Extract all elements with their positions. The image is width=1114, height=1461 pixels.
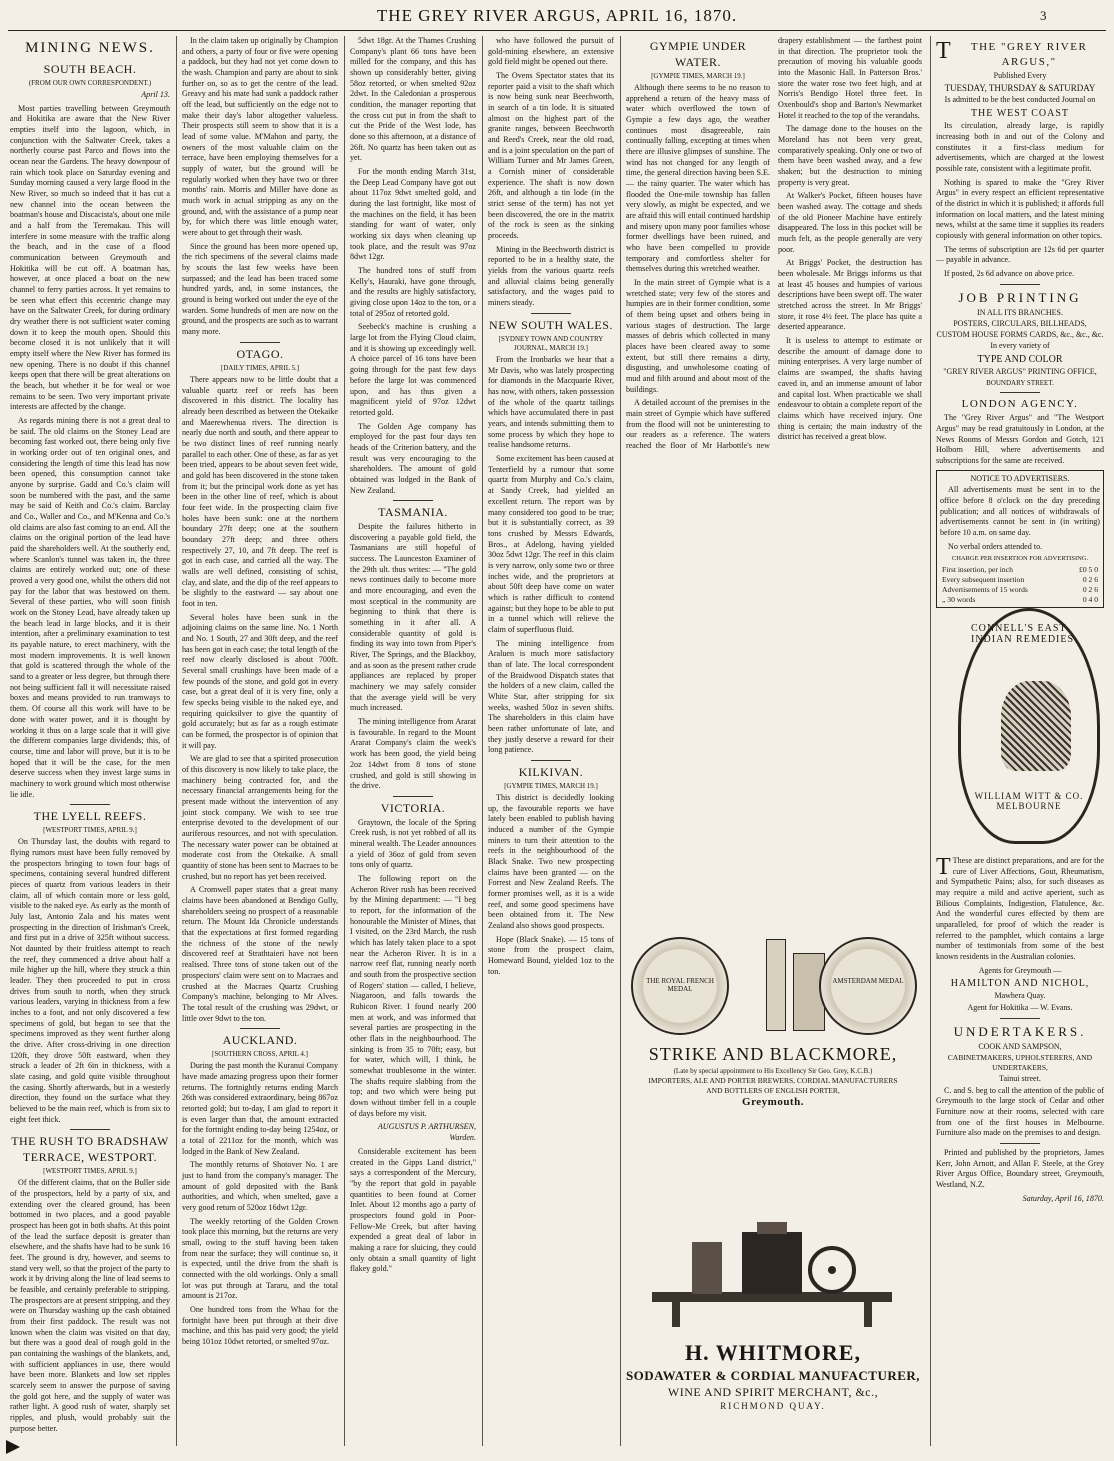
ad-title: H. WHITMORE, [684, 1340, 861, 1365]
paragraph: Although there seems to be no reason to apprehend a return of the heavy mass of water which overflowed the town of Gympie a few days ago, the weather continues most disagreeable, rain continually falling, excepting at times when there are illusive glimpses of sunshine. The wind has not changed for any length of time, the general direction having been S.E. — the rainy quarter. The water which has flooded the One-mile township has fallen very slowly, as might be expected, and we are afraid this will entail continued hardship and misery upon many poor families whose former dwellings have been ruined, and who have been compelled to provide temporary and comfortless shelter for themselves during this wretched weather. [626, 82, 770, 274]
paragraph: C. and S. beg to call the attention of the public of Greymouth to the large stock of Cedar and other Furniture now at their rooms, selected with care from one of the first houses in Melbourne. Furniture also made on the premises to and design. [936, 1085, 1104, 1138]
column-3 [350, 36, 476, 1446]
ad-line: Published Every [993, 71, 1047, 81]
paragraph: The mining intelligence from Araluen is much more satisfactory than of late. The local correspondent of the Braidwood Dispatch states that the holders of a new claim, called the White Star, after stripping for six weeks, washed 50oz in seven shifts. The shareholders in this claim have been rather unfortunate of late, and they justly deserve a reward for their long patience. [488, 638, 614, 755]
paragraph: This district is decidedly looking up, the favourable reports we have lately been enabled to publish having induced a number of the Gympie miners to turn their attention to the reefs in the neighbourhood of the Black Snake. Two new prospecting claims have been granted — on the Forrest and New Zealand Reefs. The former promises well, as it is a wide reef, and some good specimens have been obtained from it. The New Zealand also shows good prospects. [488, 793, 614, 931]
paragraph: Some excitement has been caused at Tenterfield by a rumour that some quartz from Murphy and Co.'s claim, at Sandy Creek, had yielded an excellent return. The report was by many considered too good to be true; but it is substantially correct, as 39 tons crushed by Messrs Edwards, Bros., at Adelong, having yielded 30oz 5dwt 12gr. The reef in this claim is very narrow, only some two or three inches wide, and the proprietors at about 50ft deep have come on water which is rather difficult to contend against; but they hope to be able to put in a tunnel which will relieve the claim of superfluous fluid. [488, 454, 614, 634]
ad-line: TUESDAY, THURSDAY & SATURDAY [944, 82, 1096, 93]
argus-title-text: THE "GREY RIVER ARGUS," [970, 41, 1088, 68]
column-1 [10, 36, 170, 1446]
paragraph: The "Grey River Argus" and "The Westport Argus" may be read gratuitously in London, at the News Rooms of Messrs Gordon and Gotch, 121 Holborn Hill, where advertisements and subscriptions for the same are received. [936, 413, 1104, 466]
rate-label: Advertisements of 15 words [942, 584, 1028, 594]
divider [1000, 1143, 1040, 1144]
paragraph: During the past month the Kuranui Company have made amazing progress upon their former returns. The fortnightly returns ending March 26th was considered extraordinary, being 867oz retorted gold; but to-day, I am glad to report it is even larger than that, the amount extracted for the fortnight ending to-day being 1254oz, or a total of 2211oz for the month, which was lodged in the Bank of New Zealand. [182, 1061, 338, 1156]
divider [240, 1028, 280, 1029]
ad-line: Agents for Greymouth — [978, 965, 1062, 975]
medal-left [631, 937, 729, 1035]
article-source: [WESTPORT TIMES, APRIL 9.] [43, 826, 137, 835]
paragraph: Graytown, the locale of the Spring Creek rush, is not yet robbed of all its mineral wealth. The Leader announces a yield of 36oz of gold from seven tons only of quartz. [350, 817, 476, 870]
article-source: [WESTPORT TIMES, APRIL 9.] [43, 1167, 137, 1176]
article-title: VICTORIA. [380, 800, 446, 815]
ad-line: IMPORTERS, ALE AND PORTER BREWERS, CORDIAL MANUFACTURERS [648, 1076, 898, 1085]
paragraph: For the month ending March 31st, the Deep Lead Company have got out about 117oz 9dwt smelted gold, and during the last fortnight, like most of the machines on the field, it has been standing for want of water, only working six days when cleaning up took place, and the result was 97oz 8dwt 12gr. [350, 167, 476, 262]
rate-label: First insertion, per inch [942, 564, 1013, 574]
dropcap: T [936, 854, 951, 880]
ad-line: Mawhera Quay. [994, 991, 1046, 1001]
article-source: (FROM OUR OWN CORRESPONDENT.) [28, 78, 152, 87]
dropcap: T [936, 38, 953, 64]
paragraph: who have followed the pursuit of gold-mining elsewhere, an extensive gold field might be opened out there. [488, 36, 614, 67]
divider [240, 342, 280, 343]
paragraph: Hope (Black Snake). — 15 tons of stone from the prospect claim, Homeward Bound, yielded 1oz to the ton. [488, 934, 614, 976]
ad-line: In every variety of [990, 341, 1050, 351]
article-title: OTAGO. [236, 346, 284, 361]
paragraph: Seebeck's machine is crushing a large lot from the Flying Cloud claim, and it is showing up exceedingly well. A choice parcel of 16 tons have been going through for the past few days before the large lot was commenced upon, and has thus given a magnificent yield of 97oz 12dwt retorted gold. [350, 322, 476, 417]
imprint: Printed and published by the proprietors, James Kerr, John Arnott, and Allan F. Steele, at the Grey River Argus Office, Boundary street, Greymouth, Westland, N.Z. [936, 1147, 1104, 1189]
paragraph: Several holes have been sunk in the adjoining claims on the same line. No. 1 North and No. 1 South, 27 and 30ft deep, and the reef has been got in each case; the total length of the reef now clearly disclosed is about 700ft. Several small crushings have been made of a few pounds of the stone, and gold got in every case, but a great deal of it is very fine, only a few specks being visible to the naked eye, and requiring quicksilver to give the quantity of gold accurately; but as far as a rough estimate can be formed, the prospector is of opinion that it will pay. [182, 612, 338, 750]
article-source: [SOUTHERN CROSS, APRIL 4.] [211, 1050, 308, 1059]
ad-line: Agent for Hokitika — W. Evans. [967, 1003, 1073, 1012]
column-rule [482, 36, 483, 1446]
table-row [940, 585, 1100, 595]
article-title: SOUTH BEACH. [43, 61, 137, 76]
article-title: THE LYELL REEFS. [33, 809, 147, 824]
column-rule [176, 36, 177, 1446]
paragraph: Nothing is spared to make the "Grey River Argus" in every respect an efficient representative of the district in which it is published; it affords full information on local matters, and the latest mining news, whilst at the same time it supplies its readers copiously with general information on other topics. [936, 177, 1104, 240]
paragraph: At Walker's Pocket, fifteen houses have been washed away. The cottage and sheds of the old Pioneer Machine have entirely disappeared. The loss in this pocket will be much felt, as the people generally are very poor. [778, 191, 922, 254]
divider [531, 760, 571, 761]
paragraph: A Cromwell paper states that a great many claims have been abandoned at Bendigo Gully, shareholders seeing no prospect of a reasonable return. The Mount Ida Chronicle understands that the expectations at first formed regarding the richness of the stone of the newly discovered reef at Strathtaieri have not been realised. Three tons of stone taken out of the prospectors' claim were sent on to Macraes and crushed at the Macraes Quartz Crushing Company's machine, belonging to Mr Alves. The total result of the crushing was 29dwt, or little over 9dwt to the ton. [182, 885, 338, 1023]
ad-line: HAMILTON AND NICHOL, [950, 978, 1090, 990]
article-title: AUCKLAND. [222, 1033, 298, 1048]
paragraph: The monthly returns of Shotover No. 1 are just to hand from the company's manager. The amount of gold deposited with the Bank authorities, and which, when smelted, gave a very good return of 520oz 16dwt 12gr. [182, 1160, 338, 1212]
ad-line: WINE AND SPIRIT MERCHANT, &c., [667, 1385, 879, 1399]
rate-value: 0 2 6 [1082, 574, 1098, 584]
column-rule [620, 36, 621, 1446]
whitmore-ad [623, 1338, 923, 1412]
rate-value: 0 2 6 [1082, 584, 1098, 594]
masthead-title: THE GREY RIVER ARGUS, APRIL 16, 1870. [376, 6, 738, 25]
ad-line: RICHMOND QUAY. [720, 1401, 826, 1411]
rate-label: „ 30 words [942, 594, 976, 604]
ad-line: IN ALL ITS BRANCHES. [977, 307, 1063, 317]
column-rule [930, 36, 931, 1446]
paragraph: The damage done to the houses on the Moreland has not been very great, comparatively speaking. Only one or two of them have been washed away, and a few shaken; but the destruction to mining property is very great. [778, 124, 922, 187]
article-title: TASMANIA. [378, 505, 448, 520]
east-indian-remedies-illustration [950, 598, 1102, 848]
bottle-illustration [766, 939, 786, 1031]
paragraph: The mining intelligence from Ararat is favourable. In regard to the Mount Ararat Company's claim the week's work has been good, the yield being 2oz 14dwt from 8 tons of stone crushed, and gold is still showing in the drive. [350, 717, 476, 791]
paragraph [936, 856, 1104, 963]
article-source: [GYMPIE TIMES, MARCH 19.] [651, 71, 745, 80]
paragraph: Most parties travelling between Greymouth and Hokitika are aware that the New River empties itself into the lagoon, which, in conjunction with the Saltwater Creek, takes a northerly course past Parco and flows into the ocean near the Gardens. The heavy downpour of rain which took place on Saturday evening and Sunday morning caused a very large flood in the New River, so much so indeed that it has cut a new channel into the ocean between the boatman's house and Discacista's, about one mile and a half from the Teremakau. This will interfere in some measure with the traffic along the beach, and in the case of a flood communication between Greymouth and Hokitika will be cut off. A boatman has, however, at once placed a boat on the new channel to ferry parties across. It yet remains to be seen what effect this eccentric change may have on the Saltwater Creek, for during ordinary dry weather there is not sufficient water coming down it to keep the mouth open. Should this become closed it is not unlikely that it will empty itself where the New River has formed its new opening. There is no doubt if this channel keeps open that there will be great alterations on the beach, but whether it be for weal or woe remains to be seen. Two very important private interests are affected by the change. [10, 103, 170, 412]
london-title: LONDON AGENCY. [961, 397, 1079, 410]
table-row [940, 575, 1100, 585]
stamp-ring [958, 608, 1100, 844]
paragraph: In the claim taken up originally by Champion and others, a party of four or five were opening a paddock, but they had not yet come down to the wash. Champion and party are about to sink further on, so as to get the centre of the lead. Greavy and his mate had sunk a paddock rather off the lead, but sufficiently on the edge not to make their day's labor altogether valueless. Their prospects still seem to show that it is a lead of some value. M'Mahon and party, the owners of the most valuable claim on the terrace, have been employing themselves for a supply of water, but the ground will be regularly worked when they have two or three months' rain. Morris and Miller have done as much work in actual stripping as any on the ground, and, with the assistance of a pump near by, for which there was little enough water, were about to get through their wash. [182, 36, 338, 238]
paragraph: Its circulation, already large, is rapidly increasing both in and out of the Colony and constitutes it a first-class medium for advertisements, which are charged at the lowest possible rate, consistent with a legitimate profit. [936, 121, 1104, 173]
ad-line: POSTERS, CIRCULARS, BILLHEADS, CUSTOM HOUSE FORMS CARDS, &c., &c., &c. [936, 319, 1104, 339]
paragraph: The hundred tons of stuff from Kelly's, Hauraki, have gone through, and the results are highly satisfactory, giving close upon 14oz to the ton, or a total of 295oz of retorted gold. [350, 266, 476, 318]
paragraph: Considerable excitement has been created in the Gipps Land district," says a correspondent of the Mercury, "by the report that gold in payable quantities to been found at Corner Inlet. About 12 months ago a party of prospectors found gold in Poor-Fellow-Me Creek, but after having expended a great deal of labor in making a race for sluicing, they could only obtain a small quantity of light flakey gold." [350, 1146, 476, 1274]
paragraph: The terms of subscription are 12s 6d per quarter — payable in advance. [936, 244, 1104, 265]
paragraph: In the main street of Gympie what is a wretched state; very few of the stores and humpies are in their former condition, some of them being upset and others being in various stages of destruction. The large masses of debris which collected in many places have been cleared away to some extent, but still there remains a dirty, disgusting, and unwholesome coating of mud and filth around and about most of the buildings. [626, 277, 770, 394]
article-source: [GYMPIE TIMES, MARCH 19.] [504, 781, 598, 790]
ad-line: THE WEST COAST [970, 108, 1070, 119]
column-rule [344, 36, 345, 1446]
paragraph: The following report on the Acheron River rush has been received by the Mining department: — "I beg to report, for the information of the honourable the Minister of Mines, that I visited, on the 23rd March, the rush which has lately taken place to a spot near the Acheron River. It is in a narrow reef flat, running nearly north and south from the prospective section of Rogers' station — called, I believe, Niagaroon, and falls towards the Rubicon River. I found nearly 200 men at work, and was informed that several parties are prospecting in the other flats in the neighbourhood. The sinking is from 35 to 70ft; easy, but for water, which will, I think, be somewhat troublesome in the winter. The shafts require slabbing from the top; and two which were being put down without timber fell in a couple of days before my visit. [350, 874, 476, 1118]
section-title: MINING NEWS. [25, 40, 155, 56]
column-6-bottom [936, 856, 1104, 1446]
page-number: 3 [1040, 8, 1048, 23]
dateline: April 13. [141, 89, 170, 99]
ad-line: AND BOTTLERS OF ENGLISH PORTER, [706, 1086, 840, 1095]
divider [70, 1129, 110, 1130]
article-title: GYMPIE UNDER WATER. [649, 39, 747, 69]
article-title: THE RUSH TO BRADSHAW TERRACE, WESTPORT. [11, 1134, 169, 1165]
medal-caption: AMSTERDAM MEDAL [832, 977, 904, 985]
masthead [0, 6, 1114, 32]
table-row [940, 565, 1100, 575]
column-4 [488, 36, 614, 1446]
ad-line: "GREY RIVER ARGUS" PRINTING OFFICE, [943, 367, 1097, 377]
column-6-top [936, 36, 1104, 604]
paragraph: A detailed account of the premises in the main street of Gympie which have suffered from the flood will not be uninteresting to our readers as a reference. The waters reached the floor of Mr Harbottle's new drapery establishment — the farthest point in that direction. The proprietor took the precaution of moving his valuable goods into the Masonic Hall. In Patterson Bros.' store the water rose two feet high, and at Norris's Bendigo Hotel three feet. In Oxenbould's shop and Barton's Newmarket Hotel it reached to the top of the verandahs. [626, 36, 922, 451]
ad-line: CABINETMAKERS, UPHOLSTERERS, AND UNDERTAKERS, [947, 1053, 1093, 1073]
rate-value: £0 5 0 [1079, 564, 1098, 574]
column-5 [626, 36, 922, 926]
article-title: NEW SOUTH WALES. [489, 317, 613, 332]
signature: AUGUSTUS P. ARTHURSEN, Warden. [377, 1122, 476, 1143]
ad-line: SODAWATER & CORDIAL MANUFACTURER, [625, 1368, 921, 1383]
column-2 [182, 36, 338, 1446]
article-title: KILKIVAN. [518, 764, 584, 779]
argus-title [936, 40, 1104, 69]
paragraph: At Briggs' Pocket, the destruction has been wholesale. Mr Briggs informs us that at least 45 houses and humpies of various descriptions have been swept off. The water stretched across the street. In Mr Briggs' store, it rose 4½ feet. The place has quite a deserted appearance. [778, 258, 922, 332]
notice-title: NOTICE TO ADVERTISERS. [970, 473, 1070, 483]
article-source: [SYDNEY TOWN AND COUNTRY JOURNAL, MARCH 19.] [498, 334, 604, 352]
paragraph: Since the ground has been more opened up, the rich specimens of the several claims made by scouts the last few weeks have been surpassed; and the lead has been traced some hundred yards, and, in some instances, the ground is being worked out under the eye of the warden. Some hundreds of men are now on the ground, and the prospects are such as to warrant many more. [182, 241, 338, 337]
paragraph: The Golden Age company has employed for the past four days ten heads of the Criterion battery, and the result was very encouraging to the shareholders. The amount of gold obtained was lodged in the Bank of New Zealand. [350, 421, 476, 495]
undertakers-title: UNDERTAKERS. [953, 1023, 1087, 1039]
divider [1000, 284, 1040, 285]
divider [70, 804, 110, 805]
article-source: [DAILY TIMES, APRIL 5.] [220, 363, 300, 372]
medal-right [819, 937, 917, 1035]
medals-illustration [623, 935, 923, 1035]
paragraph: No verbal orders attended to. [948, 541, 1043, 551]
advertiser-notice [936, 470, 1104, 608]
paragraph: If posted, 2s 6d advance on above price. [944, 268, 1075, 278]
ad-line: Tainui street. [999, 1074, 1041, 1084]
stamp-text-bottom: WILLIAM WITT & CO. MELBOURNE [974, 791, 1084, 811]
paragraph: The weekly retorting of the Golden Crown took place this morning, but the returns are very small, owing to the stuff having been taken from near the surface; they will continue so, it is expected, until the drive from the shaft is connected with the old workings. Only a small lot was put through at Tararu, and the total amount is 217oz. [182, 1216, 338, 1301]
rates-title: CHARGE PER INSERTION FOR ADVERTISING. [951, 555, 1089, 563]
paragraph: We are glad to see that a spirited prosecution of this discovery is now likely to take place, the machinery being contracted for, and the necessary financial arrangements being for the present made without the intervention of any joint stock company. We wish to see true enterprise devoted to the development of our auriferous resources, and not with speculation. The necessary water power can be obtained at moderate cost from the Otekaike. A small quantity of stone has been sent to Macraes to be crushed, but no report has yet been received. [182, 754, 338, 881]
divider [393, 500, 433, 501]
paragraph: 5dwt 18gr. At the Thames Crushing Company's plant 66 tons have been milled for the company, and this has shown up considerably better, giving 58oz retorted, or when smelted 92oz 2dwt. In the Caledonian a prosperous condition, the manager reporting that the cross cut put in from the shaft to cut the Pride of the West lode, has done so this afternoon, at a distance of 26ft. No quartz has been taken out as yet. [350, 36, 476, 163]
paragraph: There appears now to be little doubt that a valuable quartz reef or reefs has been discovered in this district. The locality has already been described as between the Otekaike and Maerewhenua rivers. The direction is nearly due north and south, and there appear to be two distinct lines of reef running nearly parallel to each other. One of these, as far as yet been tried, appears to be about seven feet wide, and gold has been discovered in the stone taken from it; but the principal work done as yet has been in the other line of reef, which is about four feet wide. In the prospecting claim five holes have been sunk: one at the northern boundary 27ft deep; one at the southern boundary 27ft deep; and three others respectively 27, 10, and 7ft deep. The reef is got in each case, and carried all the way. The walls are well defined, consisting of schist, clay, and slate, and the dip of the reef appears to be slightly to the eastward — say about one foot in ten. [182, 374, 338, 608]
rate-label: Every subsequent insertion [942, 574, 1025, 584]
paragraph: It is useless to attempt to estimate or describe the amount of damage done to mining enterprises. A very large number of claims are swamped, the shafts having caved in, and an immense amount of labor and capital lost. When practicable we shall endeavour to obtain a complete report of the claims which have received injury. One thing is certain; the main industry of the district has received a great blow. [778, 336, 922, 442]
rate-value: 0 4 0 [1082, 594, 1098, 604]
ad-subtitle: (Late by special appointment to His Excellency Sir Geo. Grey, K.C.B.) [673, 1067, 873, 1075]
paragraph: One hundred tons from the Whau for the fortnight have been put through at their dive machine, and this has paid very good; the yield being 101oz 10dwt retorted, or smelted 97oz. [182, 1305, 338, 1347]
paragraph-text: These are distinct preparations, and are for the cure of Liver Affections, Gout, Rheumatism, and Sympathetic Pains; also, for such diseases as may require a mild and active aperient, such as Bilious Complaints, Indigestion, Flatulence, &c. And the wonderful cures effected by them are unparalleled, for proof of which the reader is referred to the pamphlet, which contains a large number of testimonials from some of the best known residents in the Australian colonies. [936, 856, 1104, 962]
job-title: JOB PRINTING [958, 289, 1082, 305]
paragraph: On Thursday last, the doubts with regard to flying rumors must have been fully removed by the prospectors bringing to town four bags of specimens, containing several hundred different pieces of quartz from various leaders in their claim, all of which contain more or less gold, visible to the naked eye. As early as the month of July last, Antonio Zala and his mates went prospecting in the direction of Irishman's Creek, and first put in a drive of 325ft without success. Not daunted by their fruitless attempt to reach the reef, they commenced a drive about half a mile higher up the hill, where they struck a thin leader. They then proceeded to put in cross drives from south to north, when they struck various leaders, varying in thickness from a few inches to a foot, and not only discovered a few specimens of gold, but began to see that the specimens improved as they went further along the drive. After cross-driving in one direction 120ft, they drove 50ft eastward, when they struck a leader of 2ft 6in in thickness, with a slate casing, and gold quite visible throughout the casing. Shortly afterwards, but in a westerly direction, they found on the surface what they believed to be the main reef, which is from six to eight feet thick. [10, 837, 170, 1124]
figure-illustration [1001, 681, 1071, 771]
divider [531, 313, 571, 314]
paragraph: Mining in the Beechworth district is reported to be in a healthy state, the yields from the various quartz reefs and alluvial claims being generally satisfactory, and the wages paid to miners steady. [488, 244, 614, 308]
ad-line: COOK AND SAMPSON, [978, 1041, 1062, 1051]
ad-line: Is admitted to be the best conducted Journal on [944, 95, 1096, 105]
paragraph: From the Ironbarks we hear that a Mr Davis, who was lately prospecting for diamonds in the Macquarie River, has now, with others, taken possession of the whole of the quartz tailings which have accumulated there in past years, and intends submitting them to some process by which they hope to realise handsome returns. [488, 355, 614, 450]
ad-line: BOUNDARY STREET. [986, 378, 1054, 387]
machinery-illustration [632, 1222, 912, 1332]
paragraph: All advertisements must be sent in to the office before 8 o'clock on the day preceding publication; and all notices of withdrawals of advertisements cannot be sent in (in writing) before 10 a.m. on same day. [940, 485, 1100, 538]
paragraph: Of the different claims, that on the Buller side of the prospectors, held by a party of six, and extending over the cleared ground, has been bottomed in two places, and a good payable prospect has been got in both shafts. At this point of the lead the surface deposit is greater than elsewhere, and the shafts have had to be sunk 16 feet. The ground is dry, however, and seems to stand very well, so that the project of the party to work it by driving along the line of lead seems to be feasible, and certainly preferable to stripping. The prospectors are at present stripping, and they were on Thursday washing up the cash obtained from their first paddock. The result was not known when the claim was visited on that day, but there was a good deal of rough gold in the pan containing the washings of the blankets, and, with sufficient appliances in use, there would have been more. Blankets and low set ripples scarcely seem to answer the purpose of saving the gold got here, and the supply of water was rather light. A good rush of water, sharply set ripples, and plush, would probably suit the purpose better. [10, 1178, 170, 1433]
paragraph: As regards mining there is not a great deal to be said. The old claims on the Stoney Lead are becoming fast worked out, there being only five in working order out of ten original ones, and considering the length of time this lead has now been opened, this consumption cannot take anyone by surprise. Gadd and Co.'s claim will soon be numbered with the past, and the same may be said of Keith and Co.'s claim. Barclay and Co., Waller and Co., and M'Kenna and Co.'s old claims are also fast coming to an end. All the claims on the original portion of the lead have paid the shareholders well. At the southerly end, where Scanlon's tunnel was taken in, the three claims are entirely worked out; one of these proved a very good one, whilst the others did not pay for the labor that was bestowed on them. Several of these parties, who will soon finish work on the Stoney Lead, have already taken up the beach lead in large blocks, and it is their intention, after a preliminary examination to test its payable nature, to erect machinery, with the most modern improvements. It is well known that gold is scattered through the whole of the sand to a greater or less degree, but through there not being sufficient fall it will necessitate raised boxes and means provided to run tramways to them. Of course all this work will have to be done with water power, and it is thought by working it thus on a large scale that it will give the different companies large dividends; this, of course, time and labor will prove, but it is to be hoped that it will be the case, for the men deserve success when they invest large sums in machinery to work ground which most otherwise lie idle. [10, 416, 170, 799]
ad-town: Greymouth. [742, 1096, 804, 1108]
ad-line: TYPE AND COLOR [977, 353, 1063, 365]
ad-title: STRIKE AND BLACKMORE, [648, 1044, 898, 1064]
divider [1000, 392, 1040, 393]
divider [1000, 1018, 1040, 1019]
paragraph: The Ovens Spectator states that its reporter paid a visit to the shaft which is now being sunk near Beechworth, in search of a tin lode. It is situated almost on the highest part of the granite ranges, between Beechworth and Reed's Creek, near the old road, and is a joint speculation on the part of William Turner and Mr James Green, a Cornish miner of considerable experience. The shaft is now down 26ft, and although a tin lode (in the strict sense of the term) has not yet been discovered, the ore in the matrix of the rock is seen as the sinking proceeds. [488, 71, 614, 241]
strike-blackmore-ad [623, 1042, 923, 1109]
divider [393, 796, 433, 797]
stamp-text-top: CONNELL'S EAST INDIAN REMEDIES [971, 623, 1075, 645]
masthead-rule [8, 30, 1106, 31]
paragraph: Despite the failures hitherto in discovering a payable gold field, the Tasmanians are still hopeful of success. The Launceston Examiner of the 29th ult. thus writes: — "The gold news continues daily to become more and more encouraging, and even the most sceptical in the community are beginning to think that there is something in it after all. A considerable quantity of gold is finding its way into town from Piper's River, The Springs, and the Blackboy, and as soon as the present rather crude appliances are replaced by proper machinery we may safely consider that the average yield will be very much increased. [350, 522, 476, 713]
medal-caption: THE ROYAL FRENCH MEDAL [646, 977, 714, 993]
imprint-date: Saturday, April 16, 1870. [1022, 1193, 1104, 1203]
